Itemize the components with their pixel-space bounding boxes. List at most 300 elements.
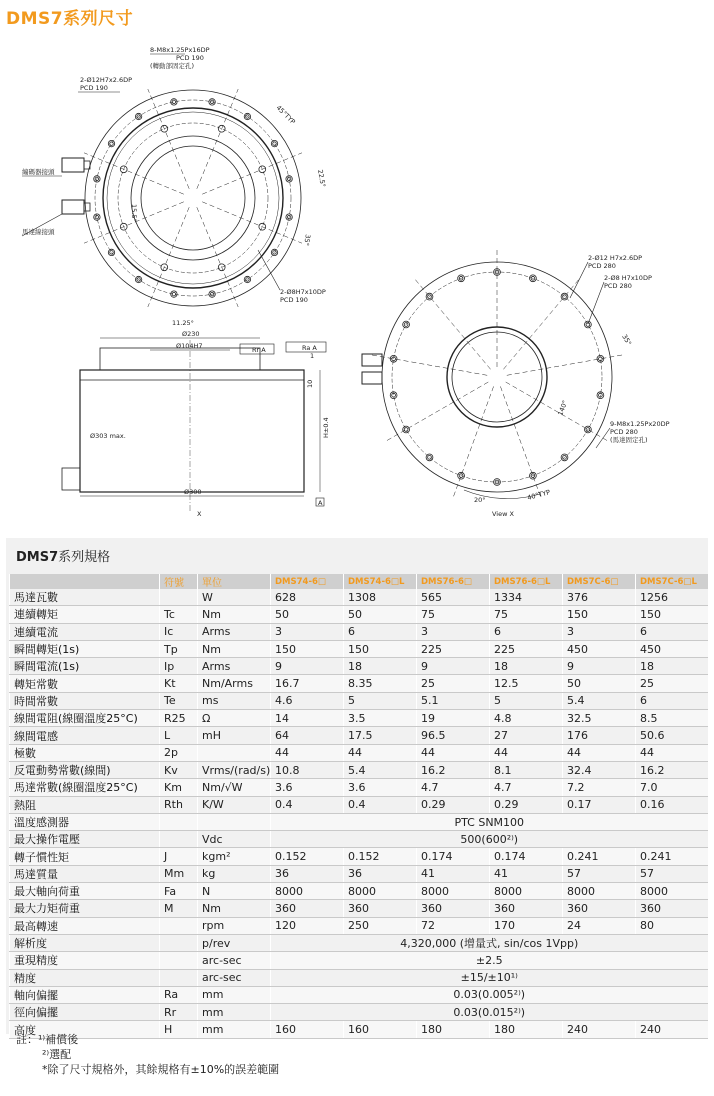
spec-param-name: 瞬間轉矩(1s) bbox=[10, 640, 160, 657]
dim-230: Ø230 bbox=[182, 330, 200, 338]
spec-value: 180 bbox=[490, 1021, 563, 1038]
angle-15-5: 15.5° bbox=[130, 204, 138, 222]
spec-row bbox=[10, 831, 708, 848]
spec-value: 0.29 bbox=[417, 796, 490, 813]
spec-param-name: 轉矩常數 bbox=[10, 675, 160, 692]
spec-value: 150 bbox=[636, 606, 708, 623]
angle-40typ: 40°TYP bbox=[526, 488, 552, 502]
spec-value: 27 bbox=[490, 727, 563, 744]
angle-35b: 35° bbox=[620, 333, 633, 347]
spec-symbol: Fa bbox=[160, 883, 198, 900]
bolt-hole bbox=[271, 140, 277, 146]
spec-value: 9 bbox=[417, 658, 490, 675]
side-view-left bbox=[62, 338, 326, 512]
col-header-model: DMS74-6□ bbox=[271, 574, 344, 589]
center-line bbox=[415, 279, 491, 369]
callout-pcd190-c: PCD 190 bbox=[280, 296, 308, 304]
spec-value: 3 bbox=[417, 623, 490, 640]
spec-value: 6 bbox=[636, 623, 708, 640]
col-header-unit: 單位 bbox=[198, 574, 271, 589]
spec-unit bbox=[198, 744, 271, 761]
callout-pcd190-a: PCD 190 bbox=[176, 54, 204, 62]
spec-value: 8.35 bbox=[344, 675, 417, 692]
callout-2d12: 2-Ø12H7x2.6DP bbox=[80, 76, 132, 84]
spec-value: 180 bbox=[417, 1021, 490, 1038]
spec-value: 160 bbox=[271, 1021, 344, 1038]
bolt-hole-inner bbox=[404, 428, 408, 432]
top-view-left bbox=[62, 89, 302, 307]
spec-param-name: 瞬間電流(1s) bbox=[10, 658, 160, 675]
label-motor: 馬達線接頭 bbox=[22, 228, 55, 236]
spec-value: 8000 bbox=[490, 883, 563, 900]
spec-row bbox=[10, 934, 708, 951]
spec-unit: rpm bbox=[198, 917, 271, 934]
spec-value: 4.7 bbox=[490, 779, 563, 796]
datum-a: A bbox=[318, 499, 323, 507]
callout-pcd280-c: PCD 280 bbox=[610, 428, 638, 436]
spec-value: 1256 bbox=[636, 589, 708, 606]
spec-value: 44 bbox=[271, 744, 344, 761]
spec-symbol: Kt bbox=[160, 675, 198, 692]
footnote-3: *除了尺寸規格外，其餘規格有±10%的誤差範圍 bbox=[42, 1063, 280, 1076]
spec-unit: N bbox=[198, 883, 271, 900]
spec-heading-rest: 系列規格 bbox=[58, 550, 111, 565]
spec-value: 14 bbox=[271, 710, 344, 727]
spec-value: 8.5 bbox=[636, 710, 708, 727]
spec-unit: W bbox=[198, 589, 271, 606]
center-line bbox=[202, 202, 302, 243]
footnotes bbox=[16, 1032, 279, 1077]
spec-param-name: 極數 bbox=[10, 744, 160, 761]
dimension-drawing bbox=[0, 28, 714, 528]
spec-value: 50 bbox=[563, 675, 636, 692]
spec-value: 8000 bbox=[563, 883, 636, 900]
center-line bbox=[500, 386, 540, 497]
tol-runout: Rr A bbox=[252, 346, 266, 354]
spec-row bbox=[10, 952, 708, 969]
bolt-hole bbox=[597, 355, 604, 362]
col-header-name bbox=[10, 574, 160, 589]
callout-2d8b: 2-Ø8 H7x10DP bbox=[604, 274, 652, 282]
view-x-right bbox=[362, 249, 623, 499]
spec-symbol: R25 bbox=[160, 710, 198, 727]
spec-value: 32.5 bbox=[563, 710, 636, 727]
spec-param-name: 重現精度 bbox=[10, 952, 160, 969]
spec-row bbox=[10, 883, 708, 900]
spec-unit: Vdc bbox=[198, 831, 271, 848]
spec-value: 32.4 bbox=[563, 761, 636, 778]
spec-unit: arc-sec bbox=[198, 969, 271, 986]
spec-value: 6 bbox=[636, 692, 708, 709]
dim-1: 1 bbox=[310, 352, 315, 360]
spec-symbol bbox=[160, 969, 198, 986]
angle-11-25: 11.25° bbox=[172, 319, 194, 327]
dim-h: H±0.4 bbox=[322, 417, 330, 438]
spec-param-name: 最高轉速 bbox=[10, 917, 160, 934]
spec-value: 44 bbox=[490, 744, 563, 761]
spec-header-row bbox=[10, 574, 708, 589]
spec-symbol: Kv bbox=[160, 761, 198, 778]
spec-value: 160 bbox=[344, 1021, 417, 1038]
spec-param-name: 馬達瓦數 bbox=[10, 589, 160, 606]
spec-symbol: Mm bbox=[160, 865, 198, 882]
spec-value: 19 bbox=[417, 710, 490, 727]
callout-pcd280-a: PCD 280 bbox=[588, 262, 616, 270]
spec-value: 4.8 bbox=[490, 710, 563, 727]
spec-param-name: 最大軸向荷重 bbox=[10, 883, 160, 900]
callout-2d8: 2-Ø8H7x10DP bbox=[280, 288, 326, 296]
bolt-hole-inner bbox=[428, 456, 432, 460]
spec-value: 36 bbox=[344, 865, 417, 882]
spec-unit: mm bbox=[198, 986, 271, 1003]
spec-value: 170 bbox=[490, 917, 563, 934]
spec-value: 0.4 bbox=[344, 796, 417, 813]
center-line bbox=[503, 279, 579, 369]
spec-symbol: Tc bbox=[160, 606, 198, 623]
spec-param-name: 精度 bbox=[10, 969, 160, 986]
angle-22-5: 22.5° bbox=[316, 168, 327, 188]
spec-value: 8000 bbox=[271, 883, 344, 900]
center-line bbox=[197, 89, 238, 189]
spec-row bbox=[10, 813, 708, 830]
spec-value: 41 bbox=[417, 865, 490, 882]
dim-300: Ø300 bbox=[184, 488, 202, 496]
spec-row bbox=[10, 710, 708, 727]
spec-row bbox=[10, 1004, 708, 1021]
spec-value-merged: ±2.5 bbox=[271, 952, 708, 969]
label-encoder: 編碼器接頭 bbox=[22, 168, 55, 176]
spec-value: 7.0 bbox=[636, 779, 708, 796]
spec-row bbox=[10, 744, 708, 761]
callout-8m8: 8-M8x1.25Px16DP bbox=[150, 46, 210, 54]
spec-unit: arc-sec bbox=[198, 952, 271, 969]
bolt-hole-inner bbox=[586, 323, 590, 327]
spec-value: 12.5 bbox=[490, 675, 563, 692]
spec-param-name: 解析度 bbox=[10, 934, 160, 951]
spec-value: 44 bbox=[563, 744, 636, 761]
spec-value: 7.2 bbox=[563, 779, 636, 796]
col-header-model: DMS74-6□L bbox=[344, 574, 417, 589]
spec-symbol: Ip bbox=[160, 658, 198, 675]
col-header-symbol: 符號 bbox=[160, 574, 198, 589]
spec-symbol: Rth bbox=[160, 796, 198, 813]
spec-symbol: Ic bbox=[160, 623, 198, 640]
spec-value: 18 bbox=[490, 658, 563, 675]
spec-unit: kg bbox=[198, 865, 271, 882]
spec-row bbox=[10, 917, 708, 934]
spec-value: 0.241 bbox=[563, 848, 636, 865]
spec-value: 50 bbox=[344, 606, 417, 623]
spec-value: 360 bbox=[417, 900, 490, 917]
spec-unit: Nm bbox=[198, 640, 271, 657]
spec-row bbox=[10, 865, 708, 882]
spec-value: 5.4 bbox=[563, 692, 636, 709]
spec-value: 25 bbox=[636, 675, 708, 692]
spec-symbol: H bbox=[160, 1021, 198, 1038]
spec-value: 8000 bbox=[344, 883, 417, 900]
spec-param-name: 軸向偏擺 bbox=[10, 986, 160, 1003]
spec-panel bbox=[6, 538, 708, 1037]
spec-symbol: Km bbox=[160, 779, 198, 796]
spec-value: 150 bbox=[563, 606, 636, 623]
spec-value: 25 bbox=[417, 675, 490, 692]
spec-value: 5.1 bbox=[417, 692, 490, 709]
spec-value: 225 bbox=[417, 640, 490, 657]
spec-value: 225 bbox=[490, 640, 563, 657]
spec-param-name: 最大力矩荷重 bbox=[10, 900, 160, 917]
spec-heading-bold: DMS7 bbox=[16, 550, 59, 565]
spec-value: 450 bbox=[636, 640, 708, 657]
callout-9m8: 9-M8x1.25Px20DP bbox=[610, 420, 670, 428]
spec-row bbox=[10, 761, 708, 778]
spec-value: 41 bbox=[490, 865, 563, 882]
callout-pcd190-b: PCD 190 bbox=[80, 84, 108, 92]
spec-param-name: 時間常數 bbox=[10, 692, 160, 709]
spec-param-name: 熱阻 bbox=[10, 796, 160, 813]
bolt-hole-inner bbox=[273, 142, 277, 146]
spec-value: 16.2 bbox=[417, 761, 490, 778]
spec-row bbox=[10, 658, 708, 675]
spec-unit: Vrms/(rad/s) bbox=[198, 761, 271, 778]
page-title: DMS7系列尺寸 bbox=[6, 9, 134, 29]
spec-symbol: M bbox=[160, 900, 198, 917]
spec-symbol: Te bbox=[160, 692, 198, 709]
spec-row bbox=[10, 986, 708, 1003]
spec-heading bbox=[16, 546, 110, 565]
spec-value: 44 bbox=[417, 744, 490, 761]
spec-value: 18 bbox=[636, 658, 708, 675]
callout-pcd280-b: PCD 280 bbox=[604, 282, 632, 290]
spec-row bbox=[10, 796, 708, 813]
spec-unit: Nm/Arms bbox=[198, 675, 271, 692]
spec-value: 150 bbox=[344, 640, 417, 657]
spec-param-name: 連續電流 bbox=[10, 623, 160, 640]
spec-param-name: 馬達質量 bbox=[10, 865, 160, 882]
spec-param-name: 線間電阻(線圈溫度25°C) bbox=[10, 710, 160, 727]
spec-value: 3.6 bbox=[344, 779, 417, 796]
dim-10: 10 bbox=[306, 379, 314, 388]
footnote-2: ²⁾選配 bbox=[42, 1048, 72, 1061]
spec-value: 6 bbox=[344, 623, 417, 640]
spec-value: 360 bbox=[490, 900, 563, 917]
spec-unit: Nm bbox=[198, 606, 271, 623]
spec-value: 360 bbox=[344, 900, 417, 917]
spec-symbol bbox=[160, 934, 198, 951]
spec-row bbox=[10, 727, 708, 744]
spec-value: 8000 bbox=[636, 883, 708, 900]
center-line bbox=[371, 355, 487, 376]
spec-value: 565 bbox=[417, 589, 490, 606]
center-line bbox=[453, 386, 493, 497]
spec-value: 8000 bbox=[417, 883, 490, 900]
spec-value: 3.6 bbox=[271, 779, 344, 796]
center-line bbox=[386, 382, 488, 441]
callout-2d12b: 2-Ø12 H7x2.6DP bbox=[588, 254, 643, 262]
spec-value: 0.174 bbox=[417, 848, 490, 865]
spec-value: 240 bbox=[636, 1021, 708, 1038]
spec-value: 50.6 bbox=[636, 727, 708, 744]
spec-value: 450 bbox=[563, 640, 636, 657]
spec-row bbox=[10, 692, 708, 709]
spec-value: 5 bbox=[344, 692, 417, 709]
spec-symbol: L bbox=[160, 727, 198, 744]
spec-row bbox=[10, 623, 708, 640]
center-line bbox=[148, 89, 189, 189]
spec-value: 0.29 bbox=[490, 796, 563, 813]
spec-value: 150 bbox=[271, 640, 344, 657]
spec-param-name: 溫度感測器 bbox=[10, 813, 160, 830]
callout-stator-fix: (馬達固定孔) bbox=[610, 436, 648, 444]
label-x: X bbox=[197, 510, 202, 518]
spec-value-merged: 0.03(0.015²⁾) bbox=[271, 1004, 708, 1021]
spec-row bbox=[10, 606, 708, 623]
spec-value: 1334 bbox=[490, 589, 563, 606]
spec-value: 0.16 bbox=[636, 796, 708, 813]
spec-value: 0.152 bbox=[271, 848, 344, 865]
callout-rotor-fix: (轉動部固定孔) bbox=[150, 62, 195, 70]
spec-value: 360 bbox=[636, 900, 708, 917]
spec-param-name: 線間電感 bbox=[10, 727, 160, 744]
bolt-hole bbox=[108, 140, 114, 146]
bolt-hole bbox=[426, 454, 433, 461]
spec-value: 4.7 bbox=[417, 779, 490, 796]
spec-value: 360 bbox=[271, 900, 344, 917]
spec-param-name: 馬達常數(線圈溫度25°C) bbox=[10, 779, 160, 796]
spec-value-merged: 0.03(0.005²⁾) bbox=[271, 986, 708, 1003]
tol-flat: Ra A bbox=[302, 344, 317, 352]
footnote-1: 註：¹⁾補償後 bbox=[16, 1033, 79, 1046]
spec-value: 0.241 bbox=[636, 848, 708, 865]
spec-param-name: 轉子慣性矩 bbox=[10, 848, 160, 865]
spec-table bbox=[9, 574, 708, 1039]
spec-value: 10.8 bbox=[271, 761, 344, 778]
spec-value: 0.152 bbox=[344, 848, 417, 865]
spec-row bbox=[10, 900, 708, 917]
center-line bbox=[84, 153, 184, 194]
spec-value: 44 bbox=[344, 744, 417, 761]
spec-unit: Nm bbox=[198, 900, 271, 917]
spec-row bbox=[10, 779, 708, 796]
bolt-hole bbox=[390, 355, 397, 362]
spec-value: 80 bbox=[636, 917, 708, 934]
spec-unit: Nm/√W bbox=[198, 779, 271, 796]
spec-symbol: Rr bbox=[160, 1004, 198, 1021]
spec-value: 57 bbox=[563, 865, 636, 882]
spec-param-name: 最大操作電壓 bbox=[10, 831, 160, 848]
spec-unit: kgm² bbox=[198, 848, 271, 865]
spec-symbol: 2p bbox=[160, 744, 198, 761]
col-header-model: DMS7C-6□ bbox=[563, 574, 636, 589]
spec-value: 376 bbox=[563, 589, 636, 606]
spec-value: 36 bbox=[271, 865, 344, 882]
spec-row bbox=[10, 589, 708, 606]
angle-45typ: 45°TYP bbox=[274, 103, 297, 126]
spec-row bbox=[10, 848, 708, 865]
dim-303: Ø303 max. bbox=[90, 432, 126, 440]
spec-row bbox=[10, 969, 708, 986]
spec-value: 176 bbox=[563, 727, 636, 744]
spec-value: 4.6 bbox=[271, 692, 344, 709]
spec-value: 6 bbox=[490, 623, 563, 640]
bolt-hole bbox=[390, 392, 397, 399]
spec-symbol bbox=[160, 917, 198, 934]
spec-value: 72 bbox=[417, 917, 490, 934]
spec-param-name: 連續轉矩 bbox=[10, 606, 160, 623]
spec-unit: Ω bbox=[198, 710, 271, 727]
spec-param-name: 高度 bbox=[10, 1021, 160, 1038]
spec-value: 8.1 bbox=[490, 761, 563, 778]
spec-value: 5.4 bbox=[344, 761, 417, 778]
col-header-model: DMS76-6□ bbox=[417, 574, 490, 589]
spec-symbol bbox=[160, 831, 198, 848]
spec-value: 16.7 bbox=[271, 675, 344, 692]
spec-unit: p/rev bbox=[198, 934, 271, 951]
spec-value: 0.17 bbox=[563, 796, 636, 813]
spec-symbol bbox=[160, 589, 198, 606]
spec-unit bbox=[198, 813, 271, 830]
spec-unit: mH bbox=[198, 727, 271, 744]
bolt-hole-inner bbox=[110, 142, 114, 146]
spec-unit: Arms bbox=[198, 623, 271, 640]
spec-value: 120 bbox=[271, 917, 344, 934]
spec-symbol: Ra bbox=[160, 986, 198, 1003]
spec-value: 628 bbox=[271, 589, 344, 606]
spec-value: 9 bbox=[271, 658, 344, 675]
spec-symbol bbox=[160, 952, 198, 969]
spec-row bbox=[10, 640, 708, 657]
spec-value: 3.5 bbox=[344, 710, 417, 727]
angle-20: 20° bbox=[474, 496, 486, 504]
spec-param-name: 徑向偏擺 bbox=[10, 1004, 160, 1021]
bolt-hole bbox=[403, 426, 410, 433]
spec-value: 3 bbox=[271, 623, 344, 640]
spec-unit: K/W bbox=[198, 796, 271, 813]
spec-value: 44 bbox=[636, 744, 708, 761]
spec-value: 0.174 bbox=[490, 848, 563, 865]
label-viewx: View X bbox=[492, 510, 514, 518]
bolt-hole bbox=[585, 321, 592, 328]
spec-value: 50 bbox=[271, 606, 344, 623]
spec-value: 1308 bbox=[344, 589, 417, 606]
spec-value: 17.5 bbox=[344, 727, 417, 744]
spec-value: 18 bbox=[344, 658, 417, 675]
spec-value-merged: 500(600²⁾) bbox=[271, 831, 708, 848]
spec-symbol: Tp bbox=[160, 640, 198, 657]
spec-value: 75 bbox=[490, 606, 563, 623]
spec-value: 96.5 bbox=[417, 727, 490, 744]
col-header-model: DMS7C-6□L bbox=[636, 574, 708, 589]
spec-param-name: 反電動勢常數(線間) bbox=[10, 761, 160, 778]
spec-value: 75 bbox=[417, 606, 490, 623]
spec-value: 24 bbox=[563, 917, 636, 934]
spec-value: 5 bbox=[490, 692, 563, 709]
spec-unit: ms bbox=[198, 692, 271, 709]
spec-value-merged: 4,320,000 (增量式, sin/cos 1Vpp) bbox=[271, 934, 708, 951]
spec-value: 16.2 bbox=[636, 761, 708, 778]
spec-row bbox=[10, 675, 708, 692]
spec-value: 57 bbox=[636, 865, 708, 882]
spec-unit: mm bbox=[198, 1004, 271, 1021]
spec-value-merged: PTC SNM100 bbox=[271, 813, 708, 830]
spec-unit: mm bbox=[198, 1021, 271, 1038]
angle-35: 35° bbox=[302, 233, 312, 247]
spec-unit: Arms bbox=[198, 658, 271, 675]
spec-value: 250 bbox=[344, 917, 417, 934]
center-line bbox=[197, 207, 238, 307]
spec-value: 0.4 bbox=[271, 796, 344, 813]
dim-104: Ø104H7 bbox=[176, 342, 203, 350]
angle-140: 140° bbox=[556, 399, 570, 417]
